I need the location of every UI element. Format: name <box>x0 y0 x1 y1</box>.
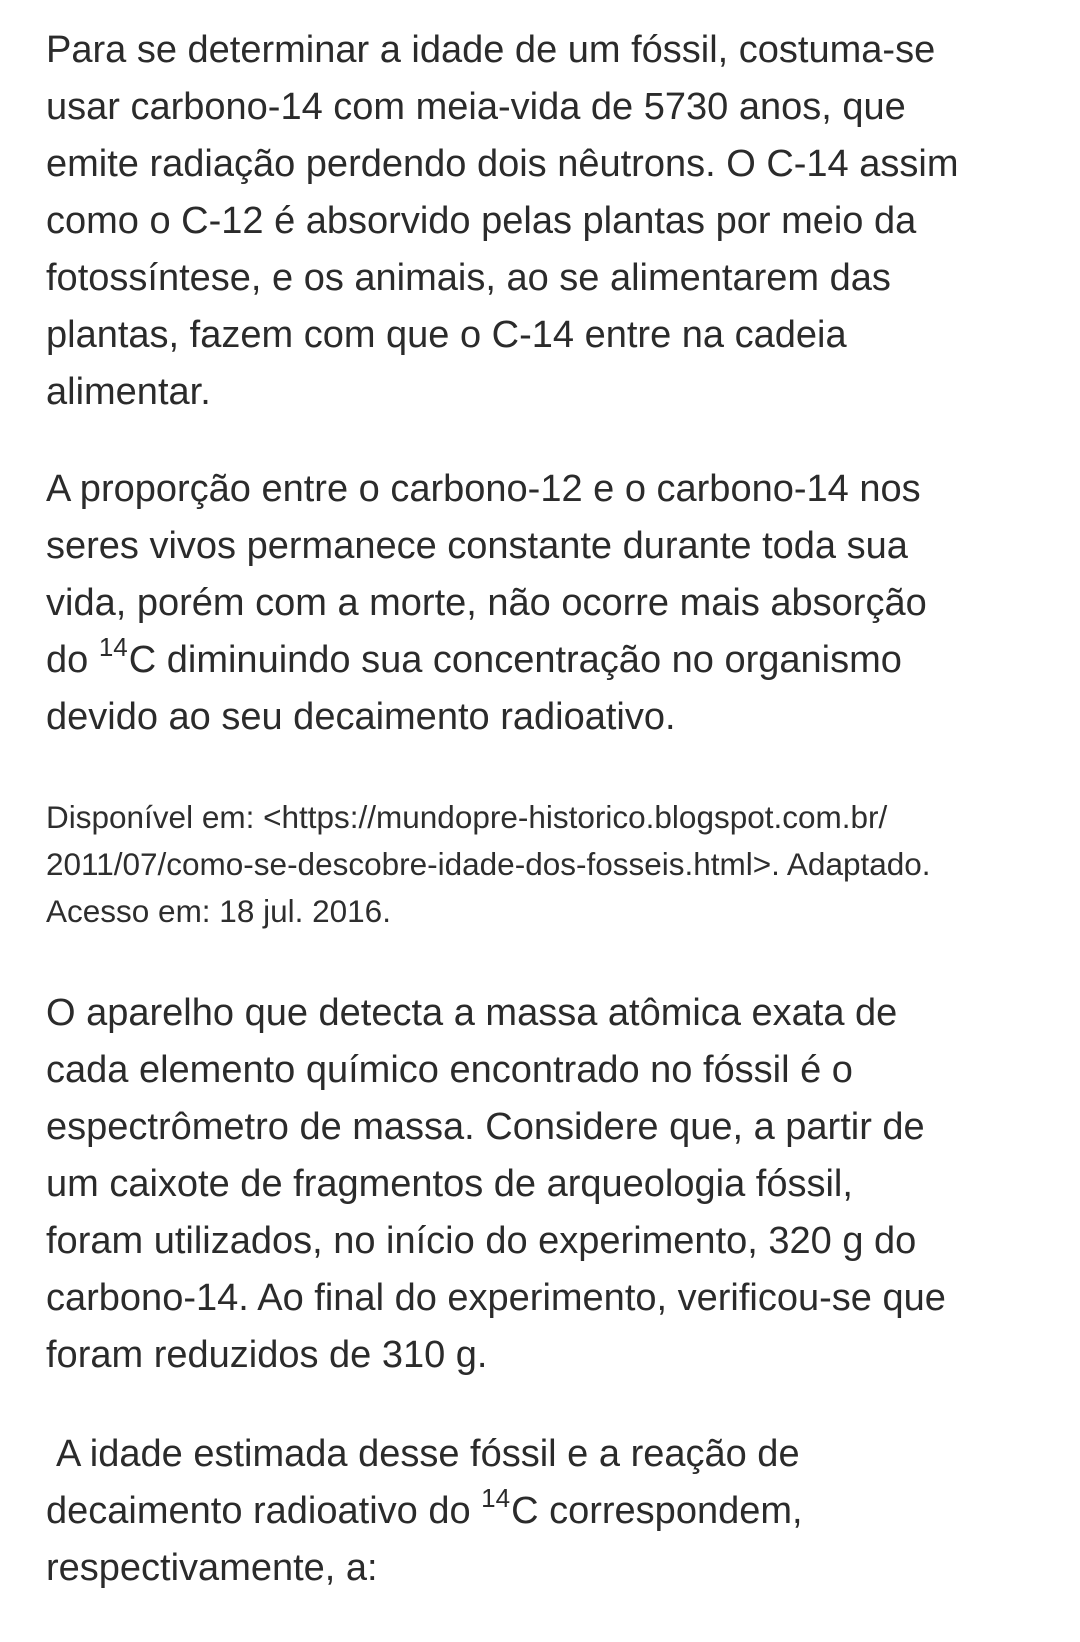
isotope-symbol: C <box>128 639 157 681</box>
text-line: espectrômetro de massa. Considere que, a partir de <box>46 1106 925 1148</box>
text-line: emite radiação perdendo dois nêutrons. O C-14 assim <box>46 143 959 185</box>
citation-line: Disponível em: <https://mundopre-historico.blogspot.com.br/ <box>46 799 888 835</box>
text-line: O aparelho que detecta a massa atômica exata de <box>46 992 898 1034</box>
text-line: vida, porém com a morte, não ocorre mais absorção <box>46 582 927 624</box>
text-line: usar carbono-14 com meia-vida de 5730 anos, que <box>46 86 906 128</box>
text-line: plantas, fazem com que o C-14 entre na cadeia <box>46 314 847 356</box>
text-fragment: diminuindo sua concentração no organismo <box>156 639 902 681</box>
text-line: carbono-14. Ao final do experimento, verificou-se que <box>46 1277 946 1319</box>
isotope-mass-number: 14 <box>98 631 128 662</box>
text-fragment: do <box>46 639 99 681</box>
source-citation <box>46 794 1056 935</box>
text-line: cada elemento químico encontrado no fóssil é o <box>46 1049 853 1091</box>
text-fragment: correspondem, <box>538 1490 803 1532</box>
experiment-paragraph <box>46 985 1056 1384</box>
text-line: respectivamente, a: <box>46 1547 378 1589</box>
text-line-with-isotope <box>46 1483 1056 1540</box>
text-line: foram reduzidos de 310 g. <box>46 1334 488 1376</box>
proportion-paragraph <box>46 461 1056 746</box>
citation-line: 2011/07/como-se-descobre-idade-dos-fosseis.html>. Adaptado. <box>46 846 931 882</box>
question-prompt <box>46 1426 1056 1597</box>
citation-line: Acesso em: 18 jul. 2016. <box>46 893 391 929</box>
text-line: foram utilizados, no início do experimento, 320 g do <box>46 1220 917 1262</box>
text-line: A proporção entre o carbono-12 e o carbono-14 nos <box>46 468 921 510</box>
text-line: como o C-12 é absorvido pelas plantas por meio da <box>46 200 917 242</box>
text-line: um caixote de fragmentos de arqueologia fóssil, <box>46 1163 853 1205</box>
text-line: alimentar. <box>46 371 211 413</box>
isotope-mass-number: 14 <box>481 1482 511 1513</box>
text-line: seres vivos permanece constante durante toda sua <box>46 525 908 567</box>
text-line-with-isotope <box>46 632 1056 689</box>
isotope-symbol: C <box>511 1490 539 1532</box>
text-line: fotossíntese, e os animais, ao se alimentarem das <box>46 257 891 299</box>
intro-paragraph <box>46 22 1056 421</box>
question-text <box>46 22 1056 1597</box>
text-line: Para se determinar a idade de um fóssil, costuma-se <box>46 29 936 71</box>
text-fragment: decaimento radioativo do <box>46 1490 482 1532</box>
text-line: devido ao seu decaimento radioativo. <box>46 696 676 738</box>
text-line: A idade estimada desse fóssil e a reação de <box>56 1433 800 1475</box>
